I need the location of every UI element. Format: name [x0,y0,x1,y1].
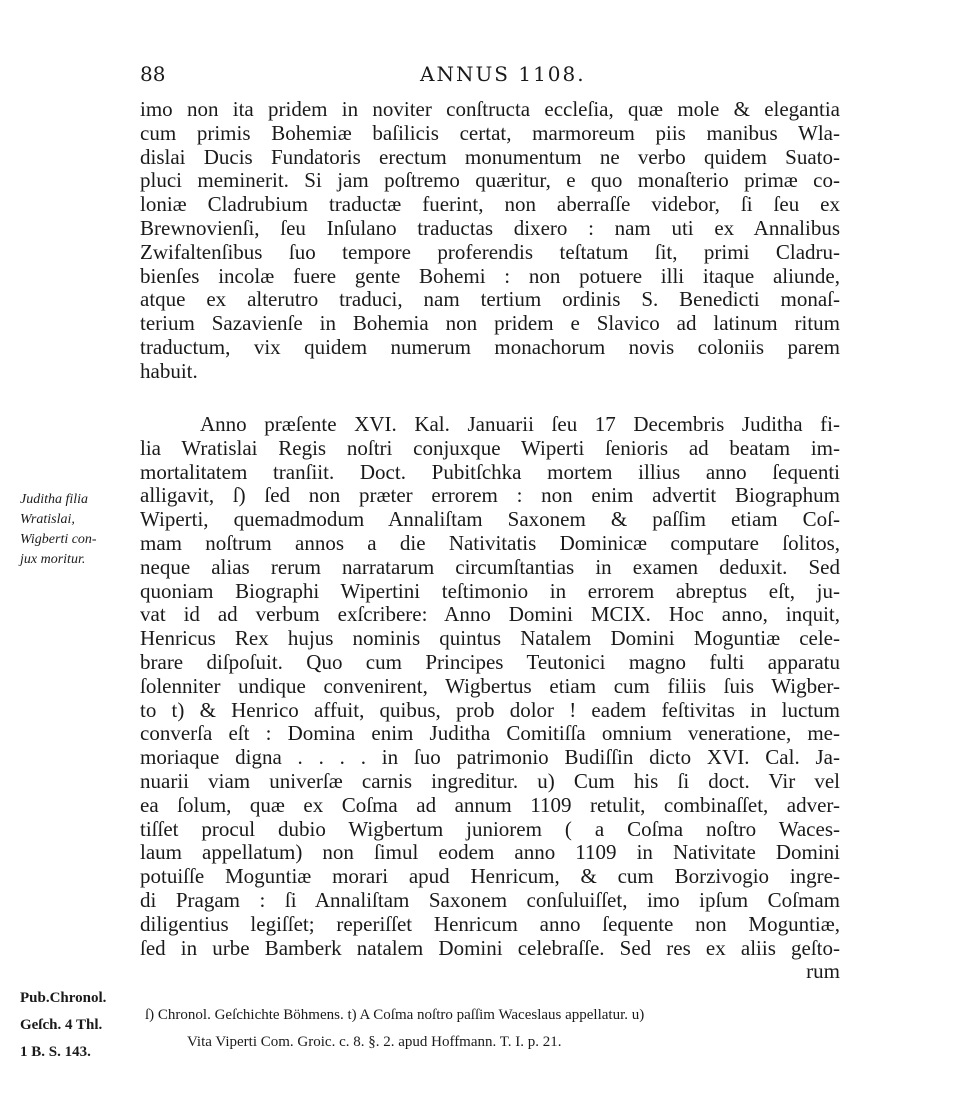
paragraph-2 [140,413,840,984]
text-line: alligavit, ſ) ſed non præter errorem : non enim advertit Biographum [140,483,840,508]
margin-note [20,490,138,570]
text-line: ea ſolum, quæ ex Coſma ad annum 1109 retulit, combinaſſet, adver- [140,792,840,817]
text-line: imo non ita pridem in noviter conſtructa eccleſia, quæ mole & elegantia [140,97,840,121]
footnote-line: ſ) Chronol. Geſchichte Böhmens. t) A Coſma noſtro paſſim Waceslaus appellatur. u) [145,1007,645,1023]
margin-note-line: Juditha filia [20,492,89,507]
text-line: loniæ Cladrubium traductæ fuerint, non aberraſſe videbor, ſi ſeu ex [140,192,840,217]
margin-note-line: Wratislai, [20,512,75,527]
text-line: quoniam Biographi Wipertini teſtimonio in errorem abreptus eſt, ju- [140,578,840,603]
text-line: converſa eſt : Domina enim Juditha Comitiſſa omnium veneratione, me- [140,721,840,746]
footnote-line: Vita Viperti Com. Groic. c. 8. §. 2. apud Hoffmann. T. I. p. 21. [187,1034,562,1050]
text-line: diligentius legiſſet; reperiſſet Henricum anno ſequente non Moguntiæ, [140,911,840,936]
text-line: ſolenniter undique convenirent, Wigbertus etiam cum filiis ſuis Wigber- [140,673,840,698]
text-line: Wiperti, quemadmodum Annaliſtam Saxonem & paſſim etiam Coſ- [140,507,840,532]
text-line: Zwifaltenſibus ſuo tempore proferendis teſtatum ſit, primi Cladru- [140,239,840,264]
text-line: Anno præſente XVI. Kal. Januarii ſeu 17 Decembris Juditha fi- [200,412,840,436]
text-line: terium Sazavienſe in Bohemia non pridem e Slavico ad latinum ritum [140,311,840,336]
text-line: laum appellatum) non ſimul eodem anno 1109 in Nativitate Domini [140,840,840,865]
text-line: Brewnovienſi, ſeu Inſulano traductas dixero : nam uti ex Annalibus [140,215,840,240]
text-line: nuarii viam univerſæ carnis ingreditur. u) Cum his ſi doct. Vir vel [140,768,840,793]
text-line: ſed in urbe Bamberk natalem Domini celebraſſe. Sed res ex aliis geſto- [140,935,840,960]
text-line: to t) & Henrico affuit, quibus, prob dolor ! eadem feſtivitas in luctum [140,697,840,722]
footer-reference-line: Geſch. 4 Thl. [20,1017,103,1033]
text-line: atque ex alterutro traduci, nam tertium ordinis S. Benedicti monaſ- [140,287,840,312]
footnotes [145,1002,845,1056]
catchword: rum [806,959,840,984]
text-line: moriaque digna . . . . in ſuo patrimonio Budiſſin dicto XVI. Cal. Ja- [140,745,840,770]
text-line: neque alias rerum narratarum circumſtantias in examen deduxit. Sed [140,554,840,579]
page-number: 88 [140,62,166,86]
text-line: tiſſet procul dubio Wigbertum juniorem ( a Coſma noſtro Waces- [140,816,840,841]
text-line: mortalitatem tranſiit. Doct. Pubitſchka mortem illius anno ſequenti [140,459,840,484]
footer-reference-line: 1 B. S. 143. [20,1044,91,1060]
text-line: Henricus Rex hujus nominis quintus Natalem Domini Moguntiæ cele- [140,626,840,651]
margin-note-line: Wigberti con- [20,532,97,547]
text-line: brare diſpoſuit. Quo cum Principes Teutonici magno fulti apparatu [140,649,840,674]
text-line: habuit. [140,358,198,383]
text-line: vat id ad verbum exſcribere: Anno Domini MCIX. Hoc anno, inquit, [140,602,840,627]
footer-reference-line: Pub.Chronol. [20,990,107,1006]
text-line: bienſes incolæ fuere gente Bohemi : non potuere illi itaque aliunde, [140,263,840,288]
text-line: dislai Ducis Fundatoris erectum monumentum ne verbo quidem Suato- [140,144,840,169]
margin-note-line: jux moritur. [20,552,86,567]
running-title: ANNUS 1108. [420,62,586,86]
text-line: mam noſtrum annos a die Nativitatis Dominicæ computare ſolitos, [140,530,840,555]
text-line: traductum, vix quidem numerum monachorum novis coloniis parem [140,334,840,359]
page-header [140,62,840,90]
text-line: pluci meminerit. Si jam poſtremo quæritur, e quo monaſterio primæ co- [140,168,840,193]
footer-reference [20,985,150,1066]
text-line: potuiſſe Moguntiæ morari apud Henricum, & cum Borzivogio ingre- [140,864,840,889]
text-line: lia Wratislai Regis noſtri conjuxque Wiperti ſenioris ad beatam im- [140,435,840,460]
paragraph-1 [140,98,840,384]
text-line: cum primis Bohemiæ baſilicis certat, marmoreum piis manibus Wla- [140,120,840,145]
text-line: di Pragam : ſi Annaliſtam Saxonem conſuluiſſet, imo ipſum Coſmam [140,887,840,912]
